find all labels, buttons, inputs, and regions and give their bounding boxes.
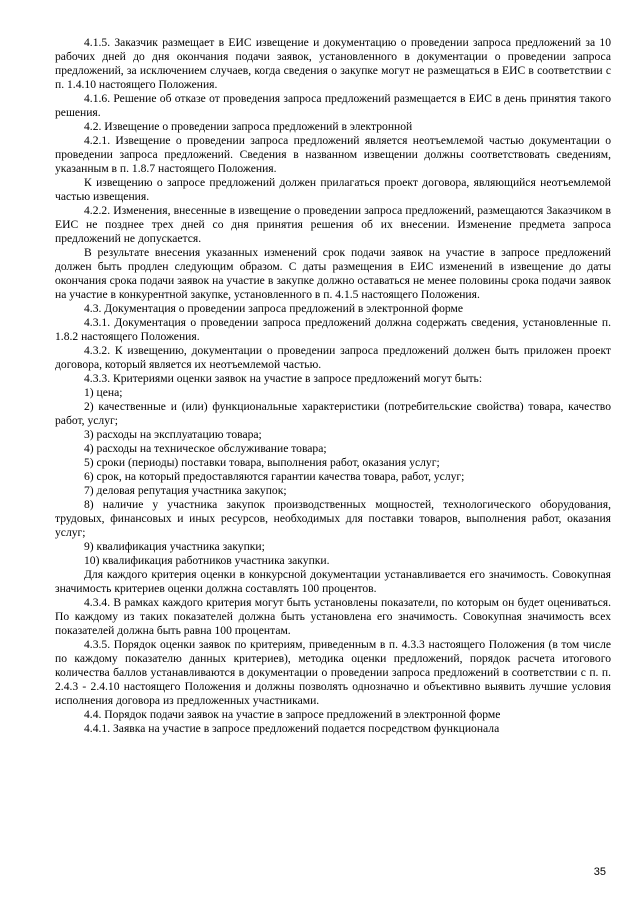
document-body xyxy=(55,36,611,736)
paragraph: 4.1.5. Заказчик размещает в ЕИС извещение и документацию о проведении запроса предложений за 10 рабочих дней до дня окончания подачи заявок, установленного в документации о проведении запроса предложений, за исключением случаев, когда сведения о закупке могут не размещаться в ЕИС в соответствии с п. 1.4.10 настоящего Положения. xyxy=(55,36,611,91)
paragraph: 4.3.5. Порядок оценки заявок по критериям, приведенным в п. 4.3.3 настоящего Положения (в том числе по каждому показателю данных критериев), методика оценки предложений, порядок расчета итогового количества баллов устанавливаются в документации о проведении запроса предложений в соответствии с п. п. 2.4.3 - 2.4.10 настоящего Положения и должны позволять однозначно и объективно выявить лучшие условия исполнения договора из предложенных участниками. xyxy=(55,638,611,707)
paragraph: В результате внесения указанных изменений срок подачи заявок на участие в запросе предложений должен быть продлен следующим образом. С даты размещения в ЕИС изменений в извещение до даты окончания срока подачи заявок на участие в закупке должно оставаться не менее половины срока подачи заявок на участие в конкурентной закупке, установленного в п. 4.1.5 настоящего Положения. xyxy=(55,246,611,301)
paragraph: 1) цена; xyxy=(84,386,123,399)
paragraph: 4.2. Извещение о проведении запроса предложений в электронной xyxy=(84,120,413,133)
paragraph: 10) квалификация работников участника закупки. xyxy=(84,554,330,567)
paragraph: 4.3.3. Критериями оценки заявок на участие в запросе предложений могут быть: xyxy=(84,372,483,385)
paragraph: 4.2.1. Извещение о проведении запроса предложений является неотъемлемой частью документации о проведении запроса предложений. Сведения в названном извещении должны соответствовать сведениям, указанным в п. 1.8.7 настоящего Положения. xyxy=(55,134,611,175)
paragraph: 2) качественные и (или) функциональные характеристики (потребительские свойства) товара, качество работ, услуг; xyxy=(55,400,611,427)
page-number: 35 xyxy=(593,866,606,878)
paragraph: 4.3.2. К извещению, документации о проведении запроса предложений должен быть приложен проект договора, который является их неотъемлемой частью. xyxy=(55,344,611,371)
paragraph: 4.3.4. В рамках каждого критерия могут быть установлены показатели, по которым он будет оцениваться. По каждому из таких показателей должна быть установлена его значимость. Совокупная значимость всех показателей должна быть равна 100 процентам. xyxy=(55,596,611,637)
paragraph: 9) квалификация участника закупки; xyxy=(84,540,265,553)
paragraph: 4.3. Документация о проведении запроса предложений в электронной форме xyxy=(84,302,464,315)
paragraph: 4.4.1. Заявка на участие в запросе предложений подается посредством функционала xyxy=(84,722,500,735)
paragraph: Для каждого критерия оценки в конкурсной документации устанавливается его значимость. Совокупная значимость критериев оценки должна составлять 100 процентов. xyxy=(55,568,611,595)
paragraph: 4.1.6. Решение об отказе от проведения запроса предложений размещается в ЕИС в день принятия такого решения. xyxy=(55,92,611,119)
paragraph: 3) расходы на эксплуатацию товара; xyxy=(84,428,262,441)
paragraph: 4) расходы на техническое обслуживание товара; xyxy=(84,442,327,455)
paragraph: 4.3.1. Документация о проведении запроса предложений должна содержать сведения, установленные п. 1.8.2 настоящего Положения. xyxy=(55,316,611,343)
paragraph: К извещению о запросе предложений должен прилагаться проект договора, являющийся неотъемлемой частью извещения. xyxy=(55,176,611,203)
paragraph: 4.4. Порядок подачи заявок на участие в запросе предложений в электронной форме xyxy=(84,708,501,721)
paragraph: 8) наличие у участника закупок производственных мощностей, технологического оборудования, трудовых, финансовых и иных ресурсов, необходимых для поставки товаров, выполнения работ, оказания услуг; xyxy=(55,498,611,539)
paragraph: 7) деловая репутация участника закупок; xyxy=(84,484,287,497)
paragraph: 5) сроки (периоды) поставки товара, выполнения работ, оказания услуг; xyxy=(84,456,440,469)
paragraph: 6) срок, на который предоставляются гарантии качества товара, работ, услуг; xyxy=(84,470,465,483)
paragraph: 4.2.2. Изменения, внесенные в извещение о проведении запроса предложений, размещаются Заказчиком в ЕИС не позднее трех дней со дня принятия решения об их внесении. Изменение предмета запроса предложений не допускается. xyxy=(55,204,611,245)
